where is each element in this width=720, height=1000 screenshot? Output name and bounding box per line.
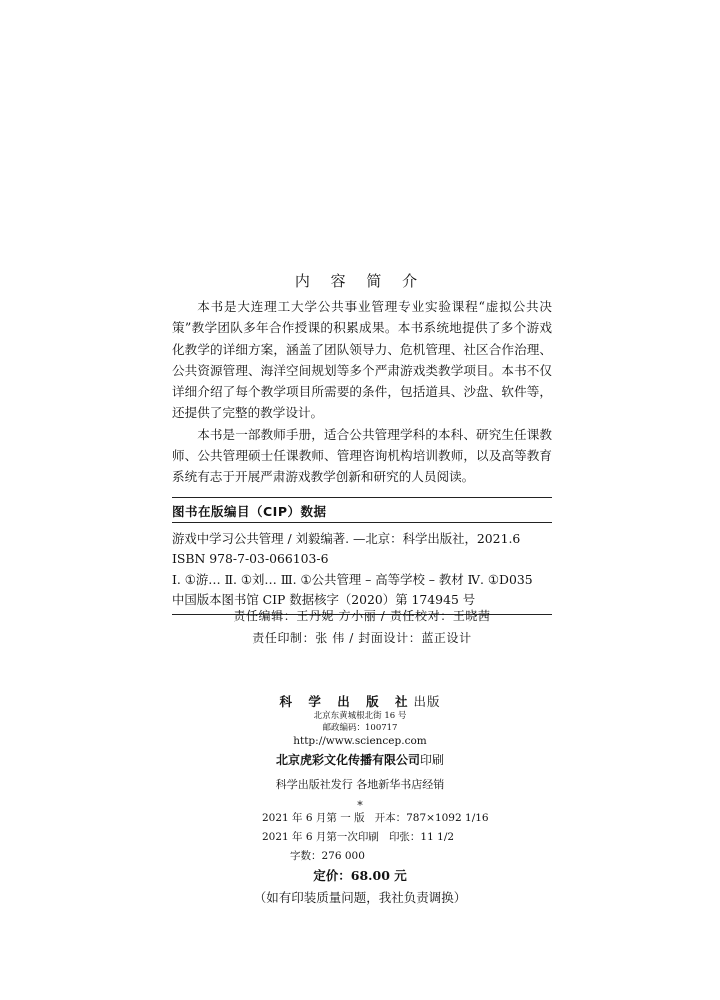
publisher-name-line [0,692,720,710]
cip-title: 图书在版编目（CIP）数据 [172,504,327,519]
credit-line-production: 责任印制：张 伟 / 封面设计：蓝正设计 [252,631,472,645]
publisher-address: 北京东黄城根北街 16 号 [313,711,407,721]
summary-paragraph-1: 本书是大连理工大学公共事业管理专业实验课程“虚拟公共决策”教学团队多年合作授课的积累成果。本书系统地提供了多个游戏化教学的详细方案，涵盖了团队领导力、危机管理、社区合作治理、公共资源管理、海洋空间规划等多个严肃游戏类教学项目。本书不仅详细介绍了每个教学项目所需要的条件，包括道具、沙盘、软件等，还提供了完整的教学设计。 [172,299,552,421]
cip-block [172,497,552,615]
word-count: 字数：276 000 [290,850,365,862]
cip-line-isbn: ISBN 978-7-03-066103-6 [172,551,329,567]
cip-lines [172,523,552,610]
separator-star: * [357,799,363,812]
printer-suffix: 印刷 [420,753,445,767]
cip-line-subjects: Ⅰ. ①游… Ⅱ. ①刘… Ⅲ. ①公共管理 – 高等学校 – 教材 Ⅳ. ①D035 [172,571,533,587]
publisher-name: 科 学 出 版 社 [279,694,414,709]
distribution-line: 科学出版社发行 各地新华书店经销 [275,778,445,791]
sheet-count: 印张：11 1/2 [388,831,455,843]
summary-body [172,296,552,488]
edition-row-2 [262,829,454,844]
publisher-url: http://www.sciencep.com [293,735,427,747]
printer-line [0,750,720,770]
publisher-postcode: 邮政编码：100717 [322,723,398,733]
summary-paragraph-2: 本书是一部教师手册，适合公共管理学科的本科、研究生任课教师、公共管理硕士任课教师、管理咨询机构培训教师，以及高等教育系统有志于开展严肃游戏教学创新和研究的人员阅读。 [172,426,552,485]
publisher-suffix: 出版 [413,694,441,709]
cip-line-citation: 游戏中学习公共管理 / 刘毅编著. —北京：科学出版社，2021.6 [172,531,521,546]
credits [172,605,552,649]
edition-date: 2021 年 6 月第 一 版 [262,812,365,824]
summary-heading: 内 容 简 介 [294,272,426,290]
printer-name: 北京虎彩文化传播有限公司 [275,753,420,767]
edition-row-1 [262,810,489,825]
format-size: 开本：787×1092 1/16 [374,812,489,824]
printing-date: 2021 年 6 月第一次印刷 [262,831,379,843]
quality-notice: （如有印装质量问题，我社负责调换） [253,890,467,905]
cip-line-record: 中国版本图书馆 CIP 数据核字（2020）第 174945 号 [172,591,476,607]
credit-line-editors: 责任编辑：王丹妮 方小丽 / 责任校对：王晓茜 [233,609,491,623]
price: 定价：68.00 元 [313,868,407,883]
publisher-block [0,692,720,812]
